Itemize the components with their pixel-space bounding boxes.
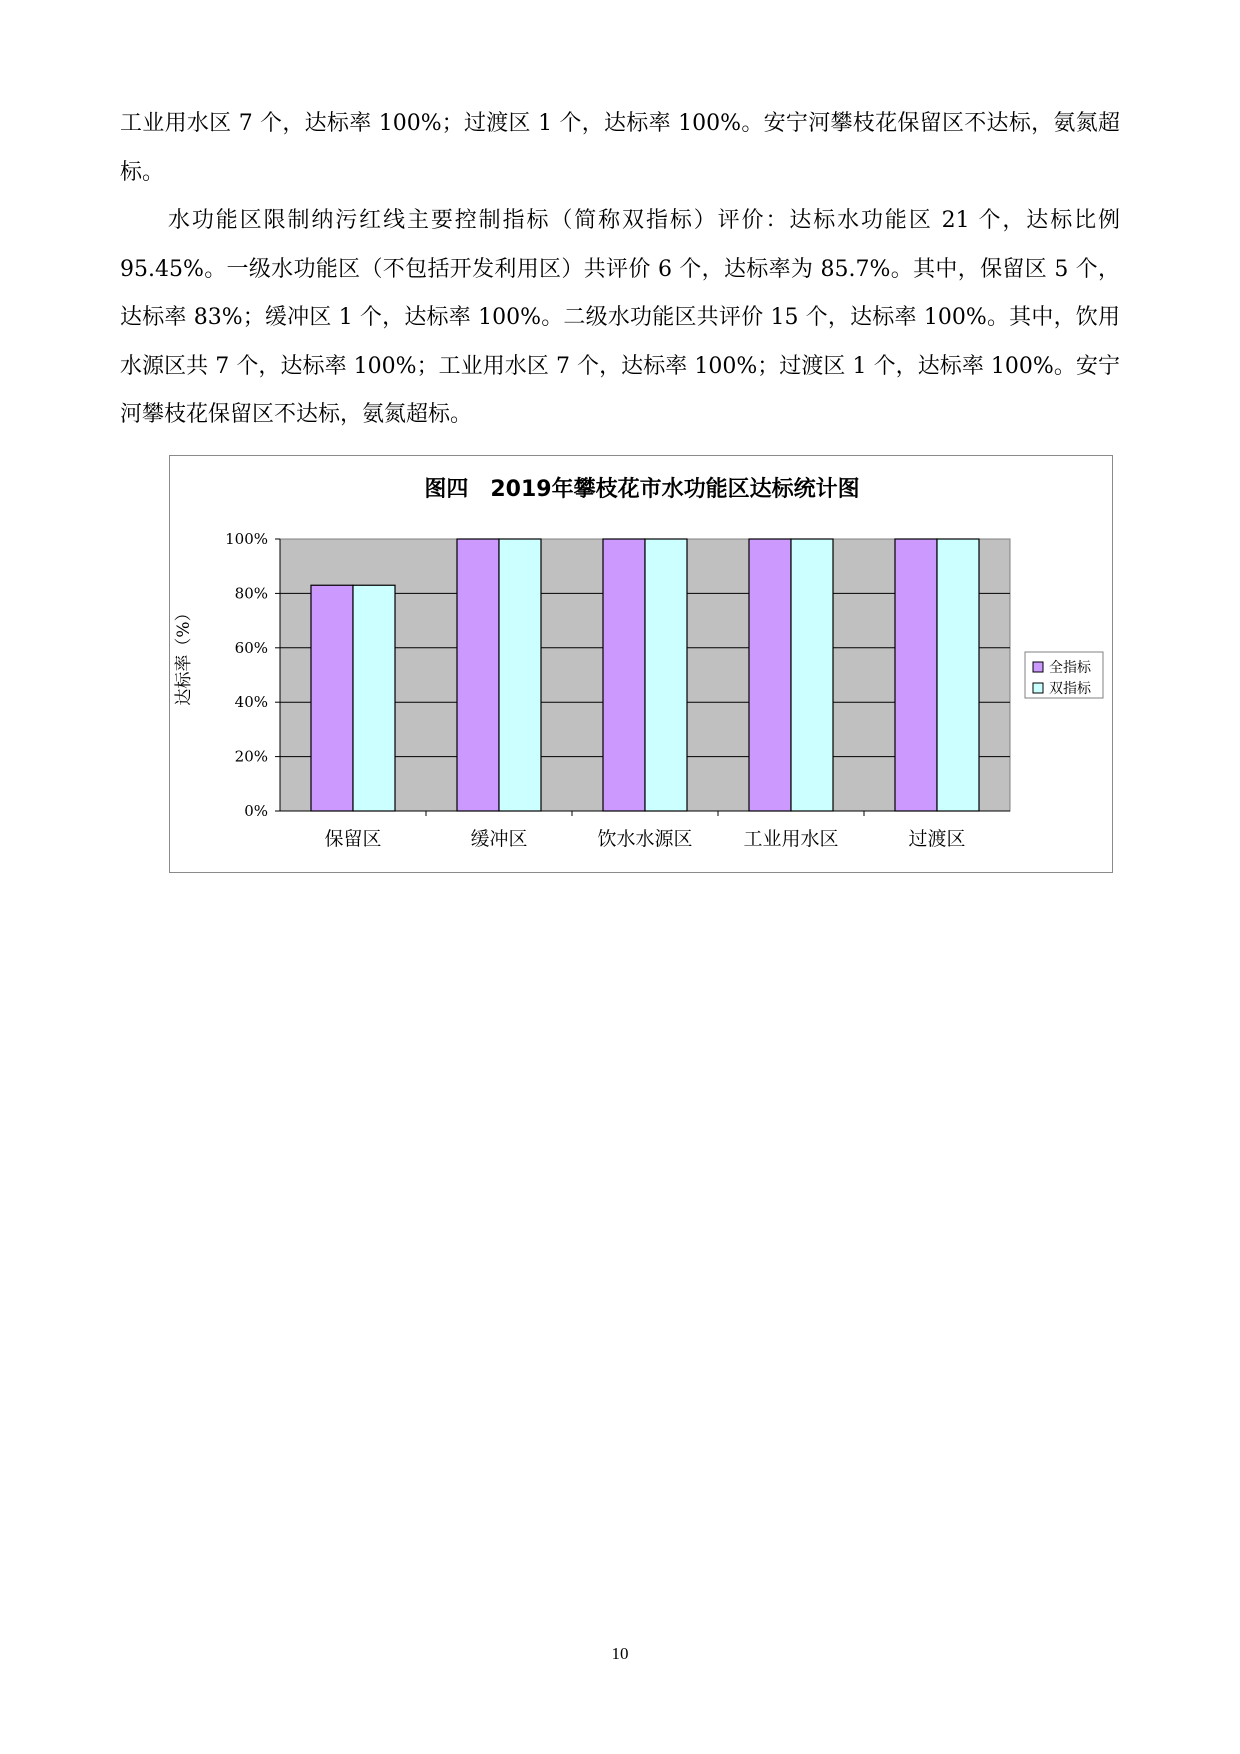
- bar: [603, 539, 645, 811]
- bar: [499, 539, 541, 811]
- bar: [645, 539, 687, 811]
- bar: [311, 585, 353, 811]
- legend-entry: 双指标: [1049, 681, 1091, 697]
- body-text: [120, 100, 1120, 440]
- bar: [791, 539, 833, 811]
- legend: [1025, 652, 1103, 698]
- y-axis-label: 达标率（%）: [174, 604, 194, 706]
- x-tick-label: 饮水水源区: [597, 828, 693, 850]
- bar-chart: [170, 456, 1114, 874]
- y-tick-label: 40%: [234, 693, 268, 712]
- y-tick-label: 100%: [225, 530, 268, 548]
- bar: [895, 539, 937, 811]
- legend-entry: 全指标: [1049, 660, 1091, 676]
- y-tick-label: 80%: [234, 584, 268, 603]
- paragraph: 水功能区限制纳污红线主要控制指标（简称双指标）评价：达标水功能区 21 个，达标比例 95.45%。一级水功能区（不包括开发利用区）共评价 6 个，达标率为 85.7%。其中，保留区 5 个，达标率 83%；缓冲区 1 个，达标率 100%。二级水功能区共评价 15 个，达标率 100%。其中，饮用水源区共 7 个，达标率 100%；工业用水区 7 个，达标率 100%；过渡区 1 个，达标率 100%。安宁河攀枝花保留区不达标，氨氮超标。: [120, 208, 1120, 427]
- chart-figure: [169, 455, 1113, 873]
- bar: [937, 539, 979, 811]
- legend-swatch: [1033, 683, 1043, 693]
- bar: [457, 539, 499, 811]
- x-tick-label: 保留区: [324, 828, 382, 850]
- page-number: 10: [611, 1644, 629, 1663]
- bar: [749, 539, 791, 811]
- chart-title: 图四 2019年攀枝花市水功能区达标统计图: [424, 477, 860, 502]
- bar: [353, 585, 395, 811]
- y-tick-label: 60%: [234, 638, 268, 657]
- legend-swatch: [1033, 662, 1043, 672]
- x-tick-label: 工业用水区: [743, 828, 839, 850]
- y-tick-label: 0%: [244, 802, 268, 820]
- x-tick-label: 缓冲区: [470, 828, 528, 850]
- y-tick-label: 20%: [234, 747, 268, 766]
- paragraph: 工业用水区 7 个，达标率 100%；过渡区 1 个，达标率 100%。安宁河攀枝花保留区不达标，氨氮超标。: [120, 111, 1120, 185]
- x-tick-label: 过渡区: [908, 828, 966, 850]
